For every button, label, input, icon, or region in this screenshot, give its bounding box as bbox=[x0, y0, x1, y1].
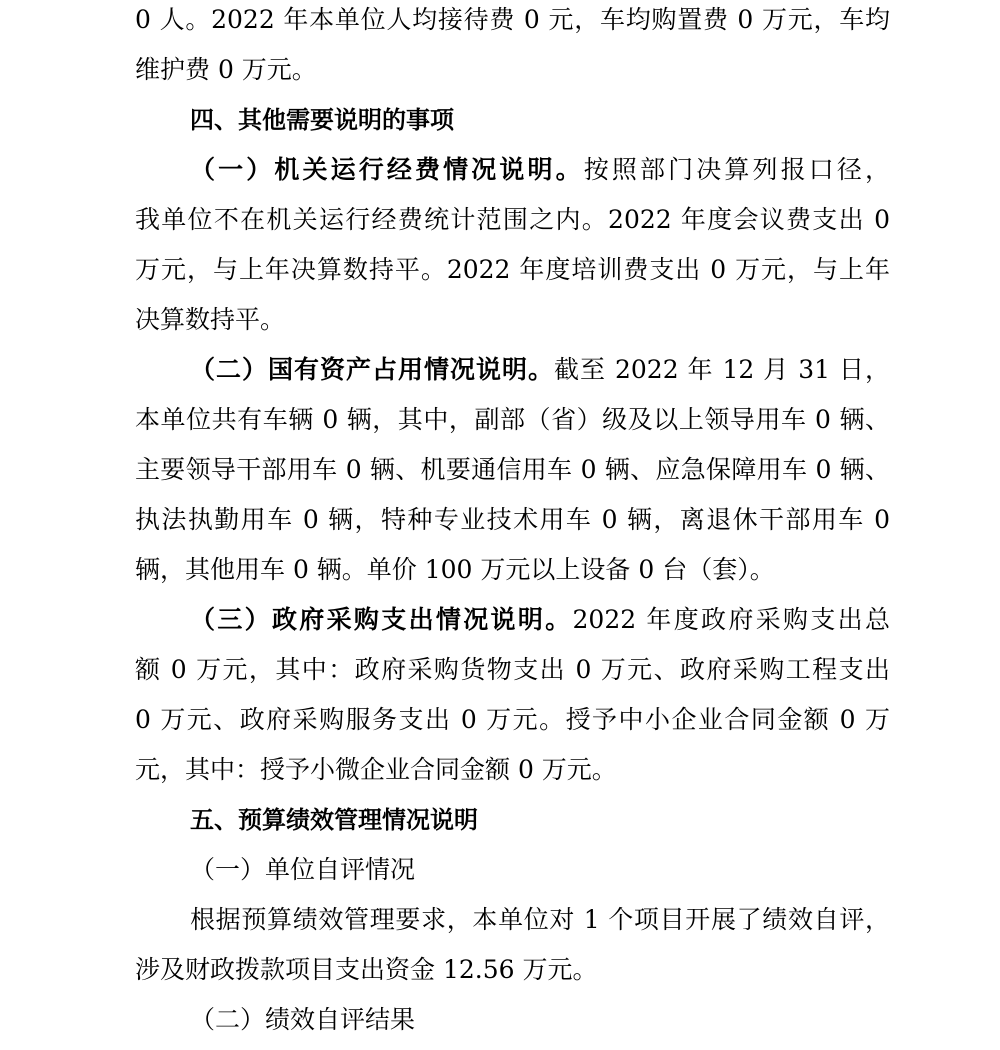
body-line-14: 涉及财政拨款项目支出资金 12.56 万元。 bbox=[135, 955, 598, 984]
subsection-1-text: 按照部门决算列报口径， bbox=[583, 155, 890, 184]
subsection-self-eval-result-title: （二）绩效自评结果 bbox=[190, 1005, 416, 1034]
body-line-2: 维护费 0 万元。 bbox=[135, 55, 317, 84]
body-line-6: 本单位共有车辆 0 辆，其中，副部（省）级及以上领导用车 0 辆、 bbox=[135, 405, 890, 434]
body-line-12: 元，其中：授予小微企业合同金额 0 万元。 bbox=[135, 755, 617, 784]
body-line-11: 0 万元、政府采购服务支出 0 万元。授予中小企业合同金额 0 万 bbox=[135, 705, 890, 734]
subsection-2-title: （二）国有资产占用情况说明。 bbox=[190, 355, 555, 384]
subsection-1-line bbox=[190, 150, 890, 200]
body-line-1: 0 人。2022 年本单位人均接待费 0 元，车均购置费 0 万元，车均 bbox=[135, 5, 890, 34]
body-line-9: 辆，其他用车 0 辆。单价 100 万元以上设备 0 台（套）。 bbox=[135, 555, 775, 584]
subsection-self-eval-title: （一）单位自评情况 bbox=[190, 855, 416, 884]
body-line-4: 万元，与上年决算数持平。2022 年度培训费支出 0 万元，与上年 bbox=[135, 255, 890, 284]
subsection-3-title: （三）政府采购支出情况说明。 bbox=[190, 605, 573, 634]
subsection-2-text: 截至 2022 年 12 月 31 日， bbox=[554, 355, 890, 384]
section-heading-5: 五、预算绩效管理情况说明 bbox=[190, 806, 478, 834]
section-heading-4: 四、其他需要说明的事项 bbox=[190, 106, 454, 134]
subsection-2-line bbox=[190, 350, 890, 400]
subsection-3-text: 2022 年度政府采购支出总 bbox=[572, 605, 890, 634]
body-line-5: 决算数持平。 bbox=[135, 305, 286, 334]
body-line-13: 根据预算绩效管理要求，本单位对 1 个项目开展了绩效自评， bbox=[190, 905, 890, 934]
subsection-1-title: （一）机关运行经费情况说明。 bbox=[190, 155, 584, 184]
body-line-10: 额 0 万元，其中：政府采购货物支出 0 万元、政府采购工程支出 bbox=[135, 655, 890, 684]
body-line-7: 主要领导干部用车 0 辆、机要通信用车 0 辆、应急保障用车 0 辆、 bbox=[135, 455, 890, 484]
body-line-3: 我单位不在机关运行经费统计范围之内。2022 年度会议费支出 0 bbox=[135, 205, 890, 234]
subsection-3-line bbox=[190, 600, 890, 650]
body-line-8: 执法执勤用车 0 辆，特种专业技术用车 0 辆，离退休干部用车 0 bbox=[135, 505, 890, 534]
